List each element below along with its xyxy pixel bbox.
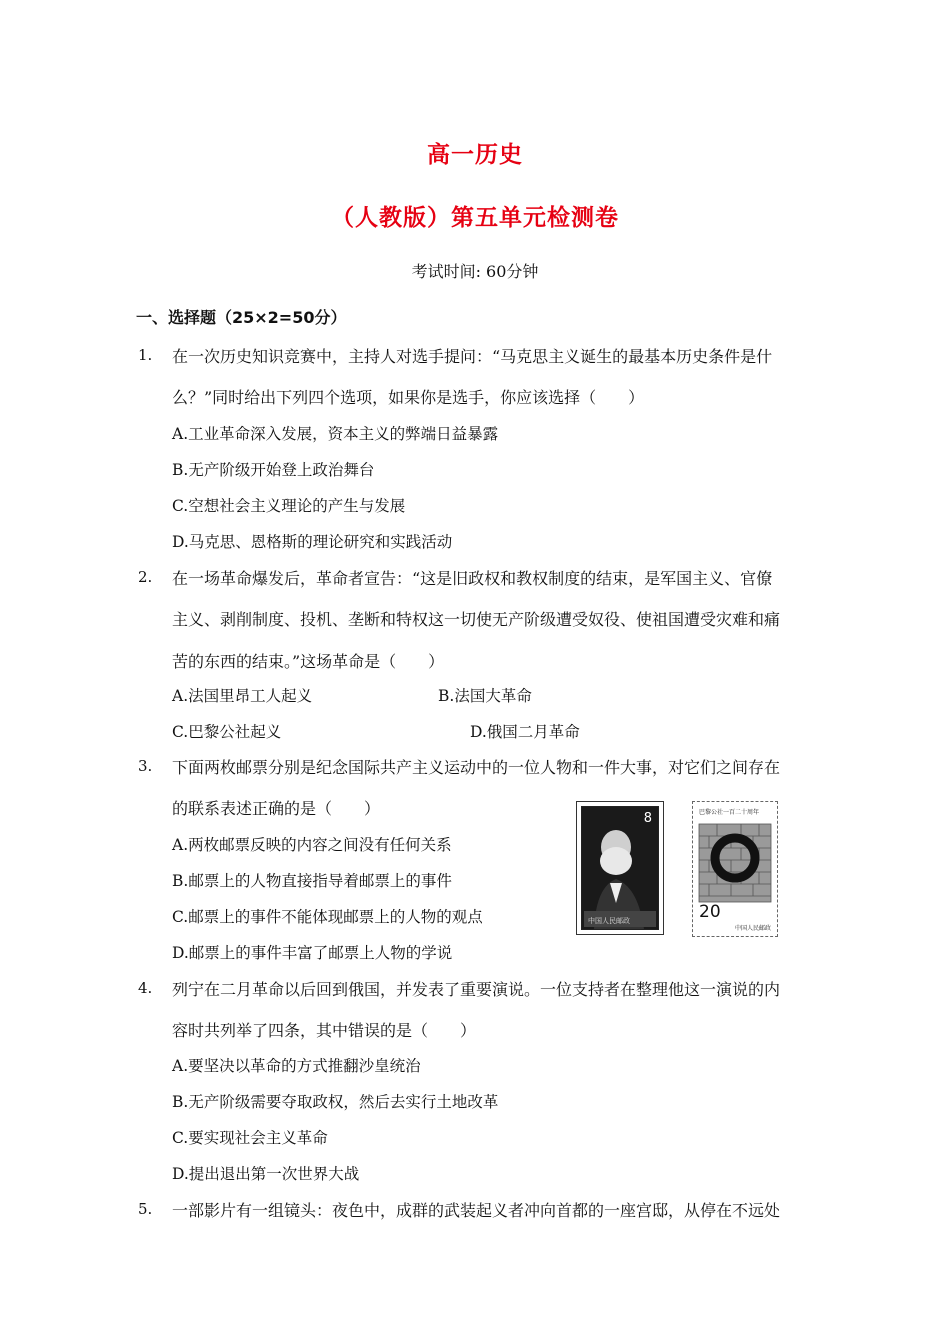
section-heading: 一、选择题（25×2=50分） bbox=[136, 308, 347, 327]
option-d: D.俄国二月革命 bbox=[470, 723, 580, 741]
stamp-value: 8 bbox=[643, 811, 652, 826]
stamp-commune bbox=[692, 801, 778, 937]
option-c: C.邮票上的事件不能体现邮票上的人物的观点 bbox=[172, 908, 483, 926]
question-text-line: 一部影片有一组镜头：夜色中，成群的武装起义者冲向首都的一座宫邸，从停在不远处 bbox=[172, 1201, 781, 1220]
option-d: D.邮票上的事件丰富了邮票上人物的学说 bbox=[172, 944, 453, 962]
option-c: C.空想社会主义理论的产生与发展 bbox=[172, 497, 406, 515]
question-number: 3. bbox=[138, 757, 153, 775]
option-a: A.两枚邮票反映的内容之间没有任何关系 bbox=[172, 836, 452, 854]
option-a: A.法国里昂工人起义 bbox=[172, 687, 313, 705]
option-c: C.要实现社会主义革命 bbox=[172, 1129, 328, 1147]
question-text-line: 在一场革命爆发后，革命者宣告：“这是旧政权和教权制度的结束，是军国主义、官僚 bbox=[172, 569, 773, 588]
question-number: 1. bbox=[138, 346, 153, 364]
question-text-line: 的联系表述正确的是（ ） bbox=[172, 799, 381, 818]
stamp-portrait bbox=[576, 801, 664, 935]
option-d: D.提出退出第一次世界大战 bbox=[172, 1165, 360, 1183]
page-subtitle: （人教版）第五单元检测卷 bbox=[331, 204, 619, 231]
stamp-top-text: 巴黎公社一百二十周年 bbox=[699, 809, 760, 816]
stamps-image bbox=[568, 795, 782, 942]
option-d: D.马克思、恩格斯的理论研究和实践活动 bbox=[172, 533, 453, 551]
stamp-caption: 中国人民邮政 bbox=[734, 925, 771, 932]
question-text-line: 容时共列举了四条，其中错误的是（ ） bbox=[172, 1021, 477, 1040]
question-number: 4. bbox=[138, 979, 153, 997]
option-c: C.巴黎公社起义 bbox=[172, 723, 282, 741]
question-text-line: 么？”同时给出下列四个选项，如果你是选手，你应该选择（ ） bbox=[172, 388, 645, 407]
option-b: B.邮票上的人物直接指导着邮票上的事件 bbox=[172, 872, 452, 890]
option-b: B.法国大革命 bbox=[438, 687, 532, 705]
option-a: A.要坚决以革命的方式推翻沙皇统治 bbox=[172, 1057, 421, 1075]
question-text-line: 列宁在二月革命以后回到俄国，并发表了重要演说。一位支持者在整理他这一演说的内 bbox=[172, 980, 781, 999]
question-text-line: 主义、剥削制度、投机、垄断和特权这一切使无产阶级遭受奴役、使祖国遭受灾难和痛 bbox=[172, 610, 781, 629]
question-number: 5. bbox=[138, 1200, 153, 1218]
option-a: A.工业革命深入发展，资本主义的弊端日益暴露 bbox=[172, 425, 499, 443]
question-text-line: 在一次历史知识竞赛中，主持人对选手提问：“马克思主义诞生的最基本历史条件是什 bbox=[172, 347, 773, 366]
option-b: B.无产阶级开始登上政治舞台 bbox=[172, 461, 375, 479]
page-title: 高一历史 bbox=[427, 141, 523, 168]
question-number: 2. bbox=[138, 568, 153, 586]
stamp-caption: 中国人民邮政 bbox=[588, 917, 630, 925]
exam-time: 考试时间: 60分钟 bbox=[411, 262, 539, 281]
option-b: B.无产阶级需要夺取政权，然后去实行土地改革 bbox=[172, 1093, 499, 1111]
question-text-line: 下面两枚邮票分别是纪念国际共产主义运动中的一位人物和一件大事，对它们之间存在 bbox=[172, 758, 781, 777]
question-text-line: 苦的东西的结束。”这场革命是（ ） bbox=[172, 652, 445, 671]
stamp-value: 20 bbox=[699, 902, 721, 922]
